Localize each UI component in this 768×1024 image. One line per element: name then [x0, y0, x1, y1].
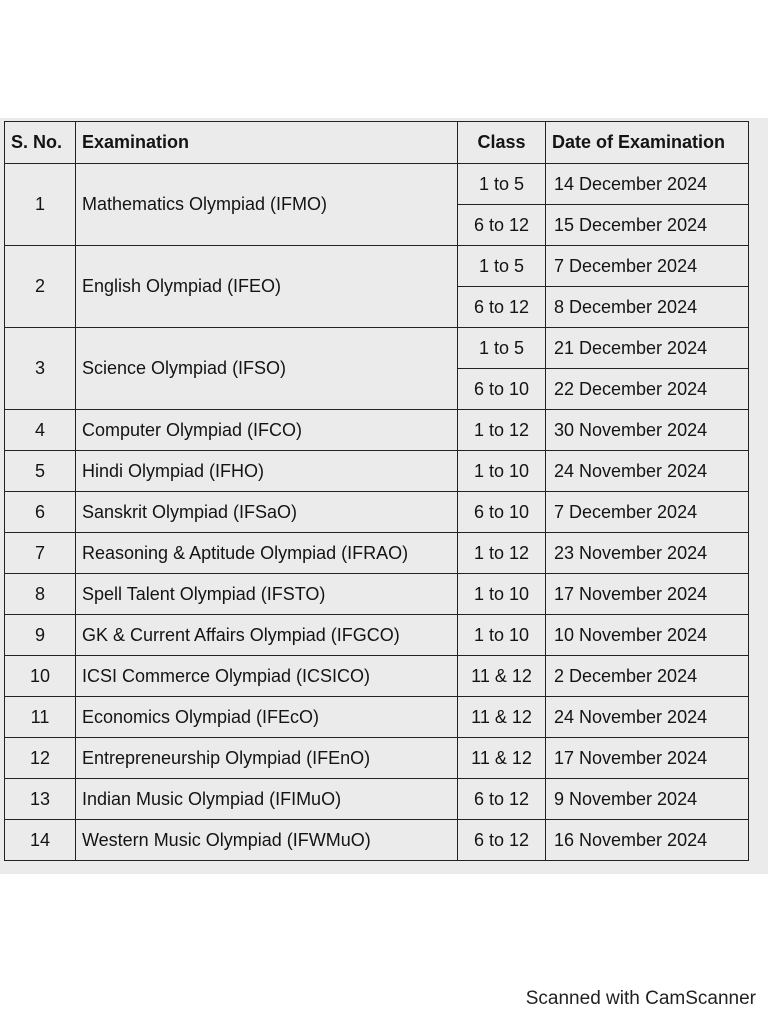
serial-number-cell: 7 [5, 533, 76, 574]
examination-name-cell: Sanskrit Olympiad (IFSaO) [76, 492, 458, 533]
examination-name-cell: Hindi Olympiad (IFHO) [76, 451, 458, 492]
table-header-row [5, 122, 749, 164]
serial-number-cell: 5 [5, 451, 76, 492]
serial-number-cell: 6 [5, 492, 76, 533]
class-range-cell: 1 to 10 [458, 451, 546, 492]
class-range-cell: 1 to 12 [458, 533, 546, 574]
exam-date-cell: 30 November 2024 [546, 410, 749, 451]
class-range-cell: 1 to 5 [458, 246, 546, 287]
class-range-cell: 11 & 12 [458, 697, 546, 738]
table-row [5, 574, 749, 615]
table-row [5, 328, 749, 369]
header-class: Class [458, 122, 546, 164]
serial-number-cell: 3 [5, 328, 76, 410]
table-row [5, 779, 749, 820]
exam-date-cell: 24 November 2024 [546, 697, 749, 738]
class-range-cell: 1 to 10 [458, 615, 546, 656]
table-row [5, 492, 749, 533]
class-range-cell: 6 to 12 [458, 205, 546, 246]
table-body [5, 164, 749, 861]
examination-name-cell: GK & Current Affairs Olympiad (IFGCO) [76, 615, 458, 656]
exam-date-cell: 22 December 2024 [546, 369, 749, 410]
exam-date-cell: 7 December 2024 [546, 246, 749, 287]
table-row [5, 410, 749, 451]
exam-date-cell: 8 December 2024 [546, 287, 749, 328]
exam-date-cell: 14 December 2024 [546, 164, 749, 205]
class-range-cell: 1 to 10 [458, 574, 546, 615]
class-range-cell: 6 to 10 [458, 492, 546, 533]
table-row [5, 656, 749, 697]
table-row [5, 697, 749, 738]
exam-date-cell: 21 December 2024 [546, 328, 749, 369]
serial-number-cell: 8 [5, 574, 76, 615]
exam-date-cell: 10 November 2024 [546, 615, 749, 656]
class-range-cell: 6 to 10 [458, 369, 546, 410]
serial-number-cell: 14 [5, 820, 76, 861]
class-range-cell: 1 to 5 [458, 328, 546, 369]
examination-name-cell: Reasoning & Aptitude Olympiad (IFRAO) [76, 533, 458, 574]
examination-name-cell: Science Olympiad (IFSO) [76, 328, 458, 410]
class-range-cell: 11 & 12 [458, 656, 546, 697]
class-range-cell: 11 & 12 [458, 738, 546, 779]
class-range-cell: 6 to 12 [458, 779, 546, 820]
exam-date-cell: 16 November 2024 [546, 820, 749, 861]
table-row [5, 164, 749, 205]
class-range-cell: 6 to 12 [458, 287, 546, 328]
table-row [5, 451, 749, 492]
exam-date-cell: 9 November 2024 [546, 779, 749, 820]
examination-name-cell: Mathematics Olympiad (IFMO) [76, 164, 458, 246]
table-row [5, 246, 749, 287]
exam-date-cell: 24 November 2024 [546, 451, 749, 492]
serial-number-cell: 1 [5, 164, 76, 246]
header-date: Date of Examination [546, 122, 749, 164]
serial-number-cell: 4 [5, 410, 76, 451]
table-row [5, 615, 749, 656]
table-row [5, 820, 749, 861]
table-row [5, 533, 749, 574]
serial-number-cell: 2 [5, 246, 76, 328]
exam-date-cell: 17 November 2024 [546, 574, 749, 615]
header-sno: S. No. [5, 122, 76, 164]
examination-name-cell: Entrepreneurship Olympiad (IFEnO) [76, 738, 458, 779]
class-range-cell: 6 to 12 [458, 820, 546, 861]
header-examination: Examination [76, 122, 458, 164]
exam-date-cell: 2 December 2024 [546, 656, 749, 697]
serial-number-cell: 11 [5, 697, 76, 738]
olympiad-schedule-table [4, 121, 749, 861]
exam-date-cell: 17 November 2024 [546, 738, 749, 779]
class-range-cell: 1 to 12 [458, 410, 546, 451]
examination-name-cell: Indian Music Olympiad (IFIMuO) [76, 779, 458, 820]
class-range-cell: 1 to 5 [458, 164, 546, 205]
examination-name-cell: Economics Olympiad (IFEcO) [76, 697, 458, 738]
examination-name-cell: Computer Olympiad (IFCO) [76, 410, 458, 451]
examination-name-cell: Western Music Olympiad (IFWMuO) [76, 820, 458, 861]
serial-number-cell: 10 [5, 656, 76, 697]
serial-number-cell: 12 [5, 738, 76, 779]
examination-name-cell: ICSI Commerce Olympiad (ICSICO) [76, 656, 458, 697]
exam-date-cell: 7 December 2024 [546, 492, 749, 533]
table-row [5, 738, 749, 779]
camscanner-watermark: Scanned with CamScanner [525, 988, 756, 1009]
exam-date-cell: 15 December 2024 [546, 205, 749, 246]
examination-name-cell: Spell Talent Olympiad (IFSTO) [76, 574, 458, 615]
serial-number-cell: 9 [5, 615, 76, 656]
serial-number-cell: 13 [5, 779, 76, 820]
exam-date-cell: 23 November 2024 [546, 533, 749, 574]
examination-name-cell: English Olympiad (IFEO) [76, 246, 458, 328]
